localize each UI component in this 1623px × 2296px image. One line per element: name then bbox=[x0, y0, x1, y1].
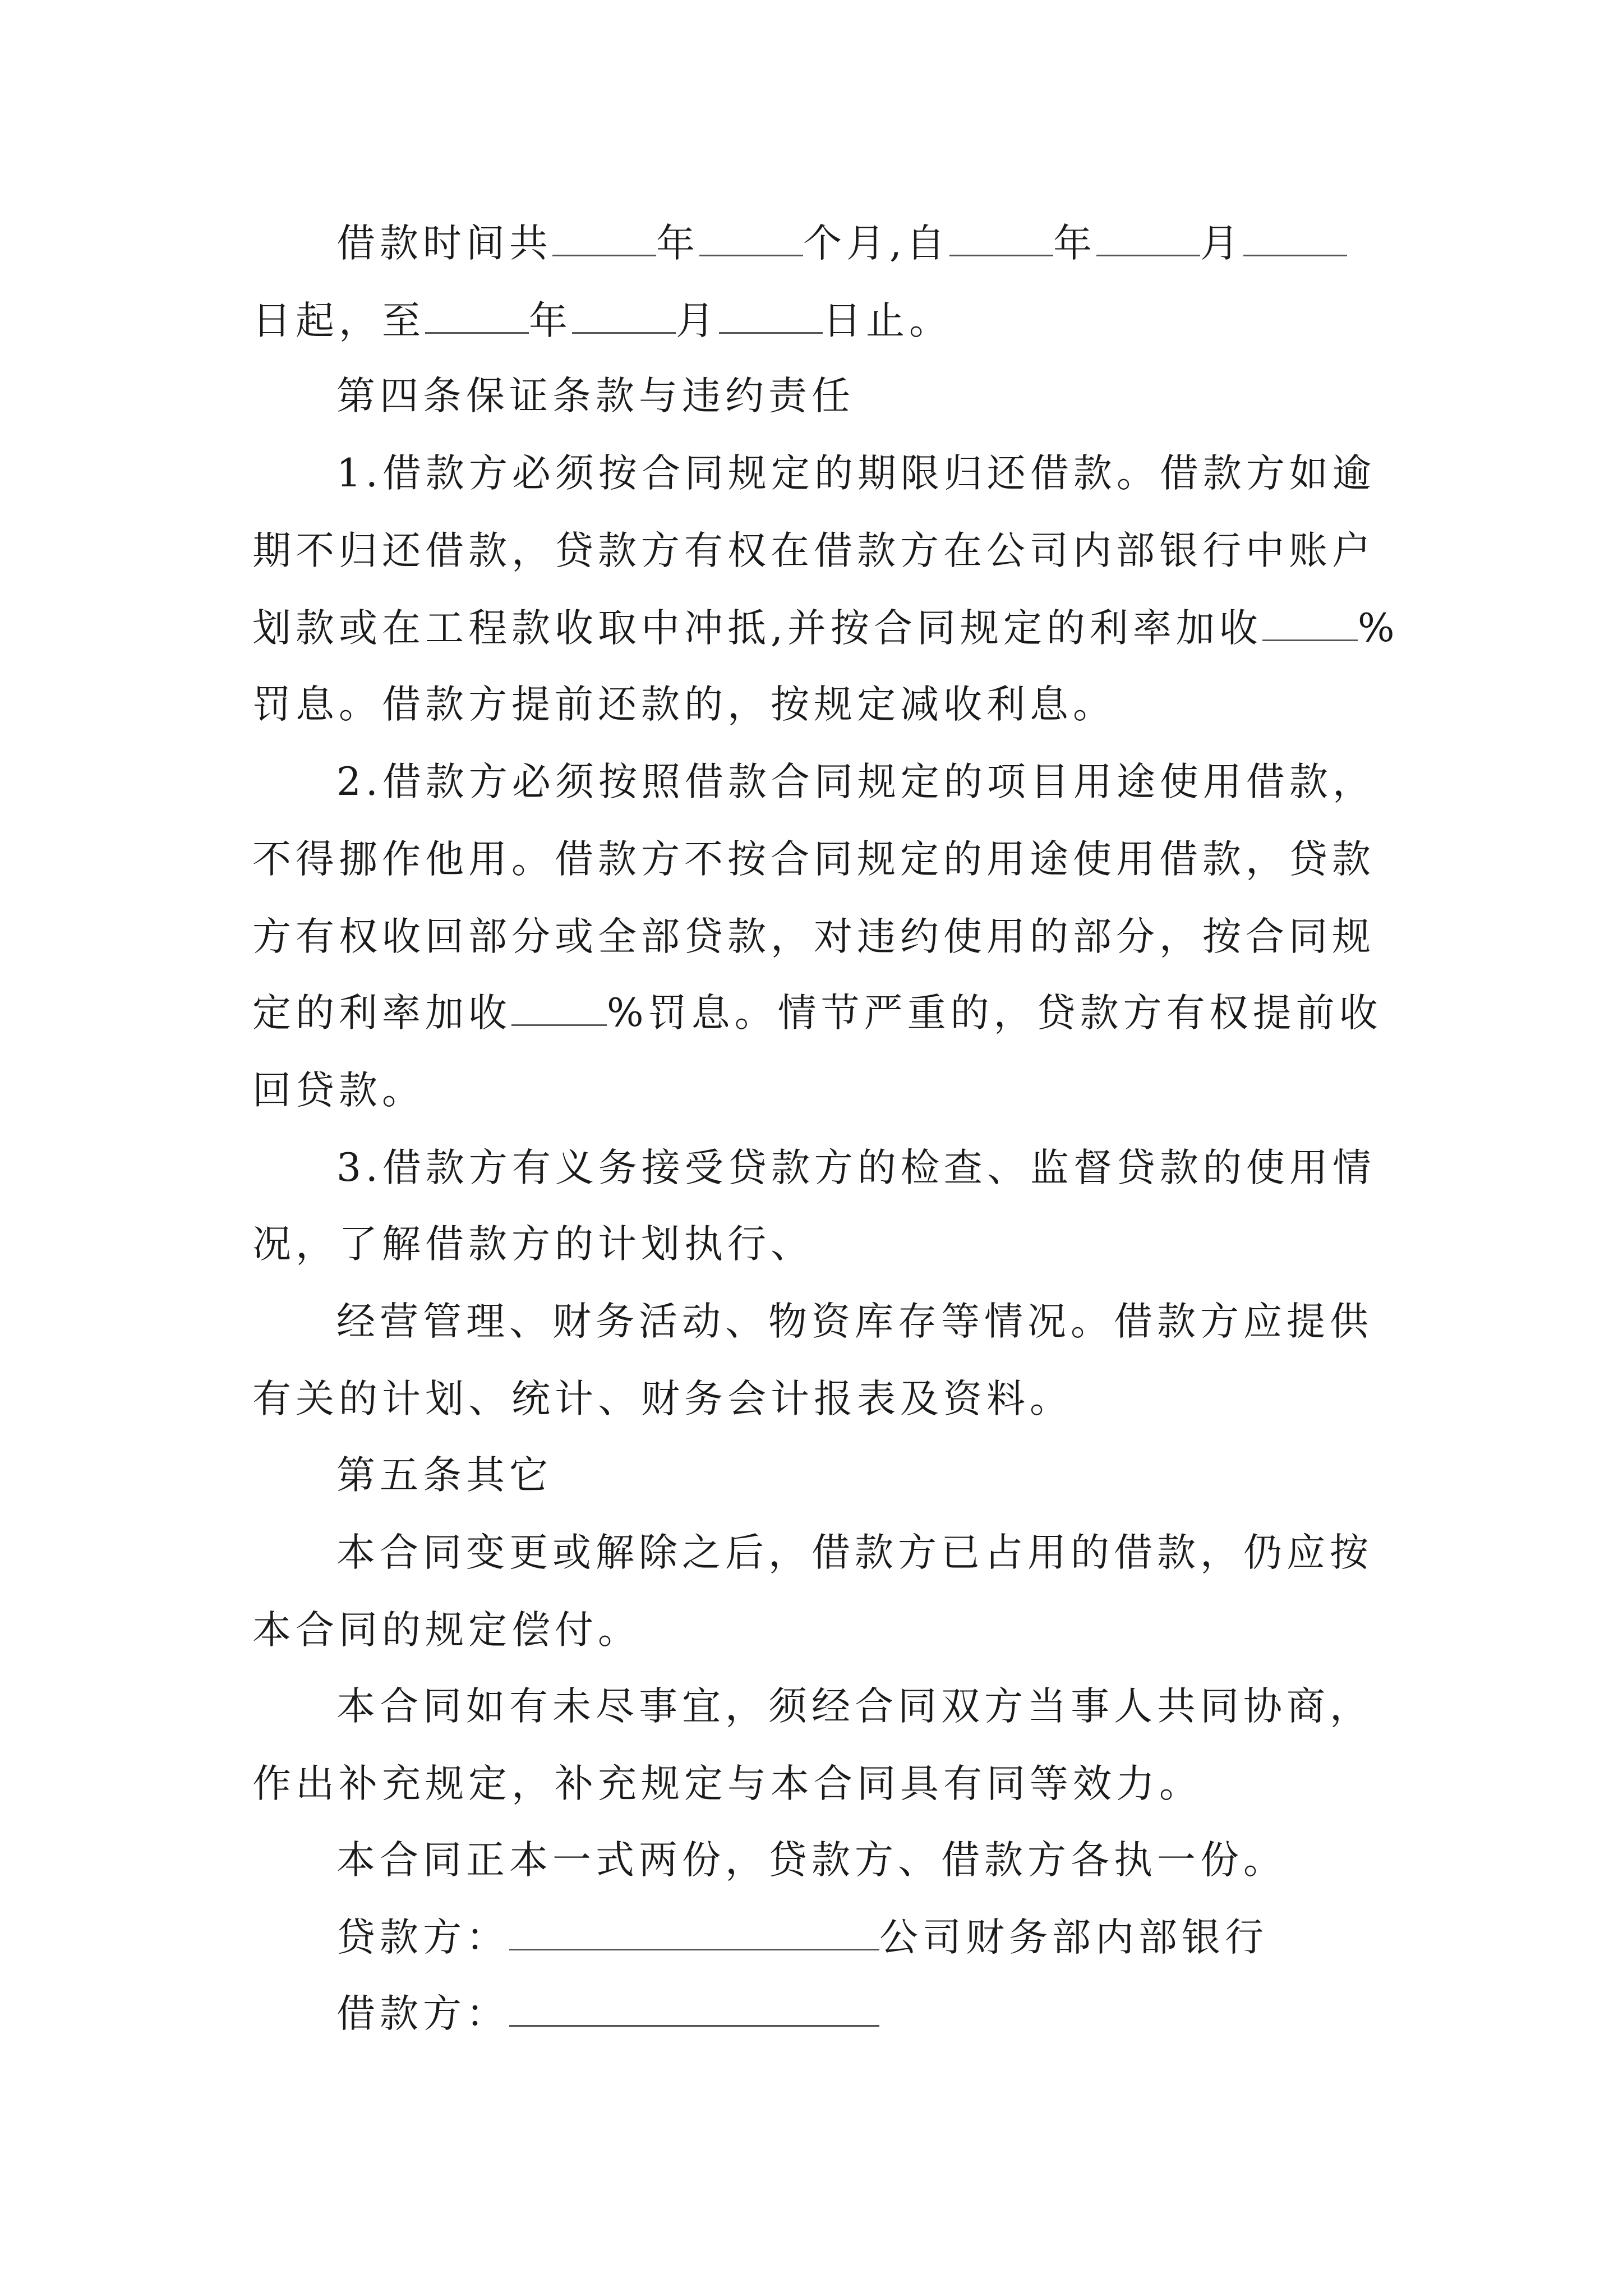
blank-penalty-rate-2 bbox=[511, 995, 607, 1026]
article-5-heading: 第五条其它 bbox=[336, 1453, 552, 1498]
para-3-line-4 bbox=[252, 991, 1382, 1036]
para-5-line-2: 有关的计划、统计、财务会计报表及资料。 bbox=[252, 1377, 1073, 1421]
text: 年 bbox=[656, 221, 699, 266]
para-5-line-1: 经营管理、财务活动、物资库存等情况。借款方应提供 bbox=[336, 1299, 1373, 1344]
blank-start-day bbox=[1243, 226, 1347, 256]
borrower-signature-line bbox=[336, 1991, 879, 2036]
para-2-line-3 bbox=[252, 606, 1399, 651]
blank-months bbox=[699, 226, 803, 256]
para-2-line-1: 1.借款方必须按合同规定的期限归还借款。借款方如逾 bbox=[336, 451, 1376, 496]
text: 划款或在工程款收取中冲抵,并按合同规定的利率加收 bbox=[252, 606, 1262, 651]
para-4-line-1: 3.借款方有义务接受贷款方的检查、监督贷款的使用情 bbox=[336, 1145, 1376, 1190]
lender-label: 贷款方： bbox=[336, 1915, 509, 1960]
text: %罚息。情节严重的，贷款方有权提前收 bbox=[607, 991, 1382, 1036]
borrower-label: 借款方： bbox=[336, 1991, 509, 2036]
para-6-line-1: 本合同变更或解除之后，借款方已占用的借款，仍应按 bbox=[336, 1530, 1373, 1575]
blank-borrower-name bbox=[509, 1996, 879, 2027]
para-3-line-5: 回贷款。 bbox=[252, 1068, 425, 1113]
text: 年 bbox=[1053, 221, 1096, 266]
blank-penalty-rate-1 bbox=[1262, 610, 1358, 641]
text: 个月,自 bbox=[803, 221, 949, 266]
loan-period-line-1 bbox=[336, 221, 1347, 266]
lender-signature-line bbox=[336, 1915, 1268, 1960]
lender-suffix: 公司财务部内部银行 bbox=[879, 1915, 1268, 1960]
blank-years bbox=[552, 226, 656, 256]
para-6-line-2: 本合同的规定偿付。 bbox=[252, 1608, 641, 1653]
article-4-heading: 第四条保证条款与违约责任 bbox=[336, 374, 855, 418]
blank-lender-name bbox=[509, 1920, 879, 1950]
para-8-line-1: 本合同正本一式两份，贷款方、借款方各执一份。 bbox=[336, 1838, 1287, 1883]
loan-period-line-2 bbox=[252, 298, 952, 343]
text: 借款时间共 bbox=[336, 221, 552, 266]
text: 日起，至 bbox=[252, 298, 425, 343]
text: 月 bbox=[1200, 221, 1243, 266]
blank-end-day bbox=[719, 303, 823, 334]
text: 日止。 bbox=[823, 298, 952, 343]
text: 月 bbox=[676, 298, 719, 343]
para-2-line-2: 期不归还借款，贷款方有权在借款方在公司内部银行中账户 bbox=[252, 528, 1375, 573]
para-3-line-1: 2.借款方必须按照借款合同规定的项目用途使用借款， bbox=[336, 760, 1376, 804]
para-7-line-2: 作出补充规定，补充规定与本合同具有同等效力。 bbox=[252, 1761, 1202, 1806]
blank-start-month bbox=[1096, 226, 1200, 256]
blank-end-year bbox=[425, 303, 529, 334]
para-4-line-2: 况，了解借款方的计划执行、 bbox=[252, 1222, 814, 1267]
text: 年 bbox=[529, 298, 572, 343]
para-7-line-1: 本合同如有未尽事宜，须经合同双方当事人共同协商， bbox=[336, 1684, 1373, 1729]
text: 定的利率加收 bbox=[252, 991, 511, 1036]
para-3-line-2: 不得挪作他用。借款方不按合同规定的用途使用借款，贷款 bbox=[252, 837, 1375, 882]
blank-end-month bbox=[572, 303, 676, 334]
para-3-line-3: 方有权收回部分或全部贷款，对违约使用的部分，按合同规 bbox=[252, 914, 1375, 959]
para-2-line-4: 罚息。借款方提前还款的，按规定减收利息。 bbox=[252, 682, 1116, 727]
blank-start-year bbox=[949, 226, 1053, 256]
text: % bbox=[1357, 606, 1399, 651]
